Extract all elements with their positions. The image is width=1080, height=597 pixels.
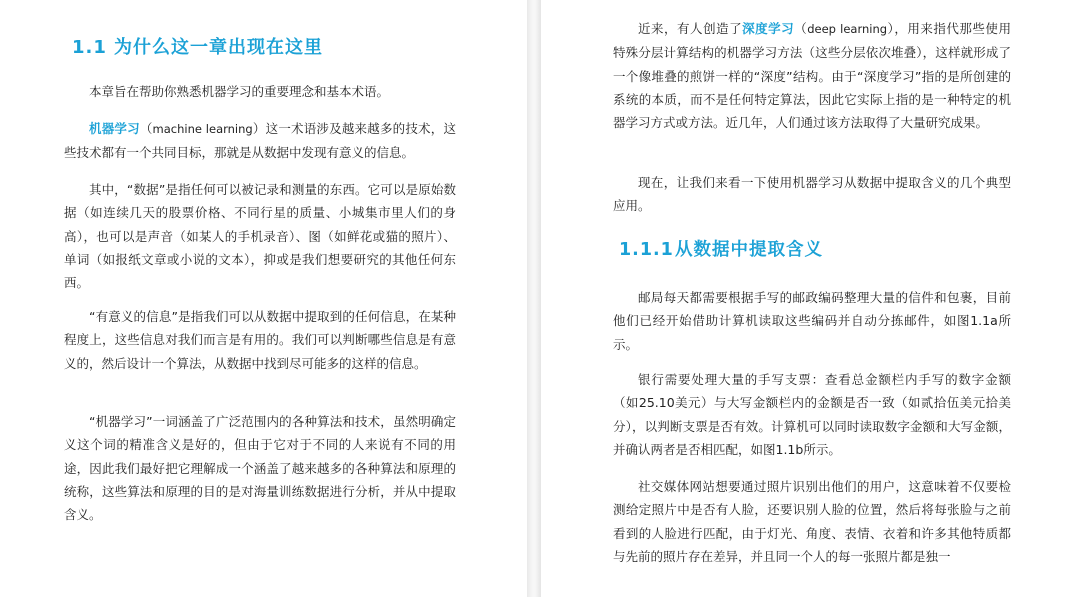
paragraph-meaningful-info: “有意义的信息”是指我们可以从数据中提取到的任何信息，在某种程度上，这些信息对我们而言是有用的。我们可以判断哪些信息是有意义的，然后设计一个算法，从数据中找到尽可能多的这样的信息。 [64,309,456,371]
left-page [0,0,527,597]
open-paren: （ [139,121,153,136]
section-number: 1.1 [72,37,107,58]
paragraph-bank-checks: 银行需要处理大量的手写支票：查看总金额栏内手写的数字金额（如25.10美元）与大写金额栏内的金额是否一致（如贰拾伍美元拾美分），以判断支票是否有效。计算机可以同时读取数字金额和大写金额，并确认两者是否相匹配，如图1.1b所示。 [613,372,1011,457]
term-latin-deep-learning: deep learning [807,22,888,36]
section-heading [72,34,323,62]
page-gutter [527,0,541,597]
subsection-number: 1.1.1 [619,240,674,260]
term-deep-learning: 深度学习 [742,21,795,36]
paragraph-social-media: 社交媒体网站想要通过照片识别出他们的用户，这意味着不仅要检测给定照片中是否有人脸，还要识别人脸的位置，然后将每张脸与之前看到的人脸进行匹配，由于灯光、角度、表情、衣着和许多其他特质都与先前的照片存在差异，并且同一个人的每一张照片都是独一 [613,479,1011,564]
term-machine-learning: 机器学习 [89,121,140,136]
paragraph-applications: 现在，让我们来看一下使用机器学习从数据中提取含义的几个典型应用。 [613,175,1011,214]
section-title: 为什么这一章出现在这里 [114,37,323,58]
paragraph-intro: 本章旨在帮助你熟悉机器学习的重要理念和基本术语。 [89,84,390,99]
right-page [541,0,1080,597]
paragraph-text: ）这一术语涉及越来越多的技术，这些技术都有一个共同目标，那就是从数据中发现有意义的信息。 [64,121,456,161]
subsection-heading [619,236,823,264]
paragraph-ml-term: “机器学习”一词涵盖了广泛范围内的各种算法和技术，虽然明确定义这个词的精准含义是好的，但由于它对于不同的人来说有不同的用途，因此我们最好把它理解成一个涵盖了越来越多的各种算法和原理的统称，这些算法和原理的目的是对海量训练数据进行分析，并从中提取含义。 [64,414,456,523]
paragraph-text: 近来，有人创造了 [638,21,743,36]
paragraph-text: ），用来指代那些使用特殊分层计算结构的机器学习方法（这些分层依次堆叠），这样就形成了一个像堆叠的煎饼一样的“深度”结构。由于“深度学习”指的是所创建的系统的本质，而不是任何特定算法，因此它实际上指的是一种特定的机器学习方式或方法。近几年，人们通过该方法取得了大量研究成果。 [613,21,1011,131]
paragraph-post-office: 邮局每天都需要根据手写的邮政编码整理大量的信件和包裹，目前他们已经开始借助计算机读取这些编码并自动分拣邮件，如图1.1a所示。 [613,290,1011,352]
paragraph-data: 其中，“数据”是指任何可以被记录和测量的东西。它可以是原始数据（如连续几天的股票价格、不同行星的质量、小城集市里人们的身高），也可以是声音（如某人的手机录音）、图（如鲜花或猫的照片）、单词（如报纸文章或小说的文本），抑或是我们想要研究的其他任何东西。 [64,182,456,291]
open-paren: （ [794,21,808,36]
paragraph-machine-learning [64,117,456,165]
term-latin-machine-learning: machine learning [152,122,253,136]
subsection-title: 从数据中提取含义 [675,240,823,260]
paragraph-deep-learning [613,17,1011,134]
